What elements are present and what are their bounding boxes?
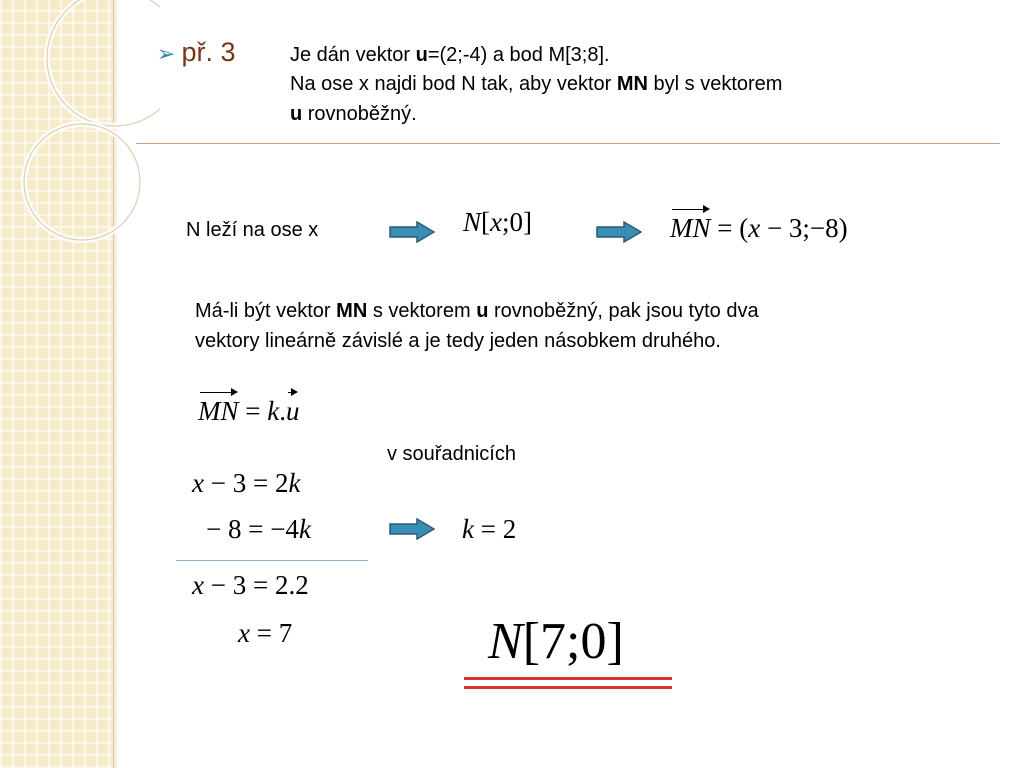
math-rest: − 3;−8) xyxy=(760,213,848,243)
answer-underline xyxy=(464,686,672,689)
math-x: x xyxy=(490,207,502,237)
explain-vector-mn: MN xyxy=(336,300,368,322)
title-divider xyxy=(136,143,1000,144)
task-vector-u: u xyxy=(415,44,428,66)
math-bracket: [ xyxy=(481,207,491,237)
explain-vector-u: u xyxy=(476,300,489,322)
right-arrow-icon xyxy=(596,221,642,243)
task-line-1 xyxy=(290,41,610,69)
vector-equation xyxy=(198,396,299,427)
point-n-expression xyxy=(463,207,532,238)
slide-title xyxy=(157,36,235,70)
equation-4 xyxy=(238,618,292,649)
task-text: =(2;-4) a bod M[3;8]. xyxy=(427,44,610,66)
task-text: Na ose x najdi bod N tak, aby vektor xyxy=(290,73,617,95)
math-rest: = 2 xyxy=(473,514,517,544)
math-k: k xyxy=(298,514,311,544)
math-rest: − 3 = 2 xyxy=(203,468,289,498)
math-n: N xyxy=(463,207,482,237)
math-vector-mn: MN xyxy=(670,213,711,243)
vector-mn-expression xyxy=(670,213,848,244)
math-vector-u: u xyxy=(285,396,300,426)
decorative-circles xyxy=(0,0,160,300)
task-line-2 xyxy=(290,70,782,98)
explain-text: Má-li být vektor xyxy=(195,300,337,322)
equation-2 xyxy=(206,514,311,545)
task-vector-u: u xyxy=(290,103,303,125)
math-eq: = xyxy=(238,396,268,426)
k-result xyxy=(462,514,516,545)
right-arrow-icon xyxy=(389,221,435,243)
math-x: x xyxy=(748,213,761,243)
right-arrow-icon xyxy=(389,518,435,540)
explain-line-2: vektory lineárně závislé a je tedy jeden násobkem druhého. xyxy=(195,330,721,352)
math-x: x xyxy=(192,468,204,498)
answer-n: N xyxy=(488,613,523,670)
equation-3 xyxy=(192,570,309,601)
math-eq: = ( xyxy=(710,213,749,243)
explain-line-1 xyxy=(195,297,759,325)
task-text: byl s vektorem xyxy=(647,73,783,95)
math-k: k xyxy=(267,396,280,426)
math-zero: ;0] xyxy=(502,207,532,237)
final-answer xyxy=(488,610,624,674)
coordinates-label: v souřadnicích xyxy=(387,443,516,465)
task-text: rovnoběžný. xyxy=(302,103,417,125)
math-k: k xyxy=(288,468,301,498)
equation-1 xyxy=(192,468,300,499)
step1-label: N leží na ose x xyxy=(186,219,319,241)
task-vector-mn: MN xyxy=(616,73,648,95)
task-text: Je dán vektor xyxy=(290,44,416,66)
math-k: k xyxy=(462,514,474,544)
math-rest: − 3 = 2.2 xyxy=(203,570,309,600)
math-dot: . xyxy=(279,396,286,426)
math-x: x xyxy=(238,618,250,648)
answer-coords: [7;0] xyxy=(522,613,624,670)
math-rest: = 7 xyxy=(249,618,293,648)
task-line-3 xyxy=(290,100,417,128)
math-x: x xyxy=(192,570,204,600)
answer-underline xyxy=(464,677,672,680)
math-vector-mn: MN xyxy=(198,396,239,426)
math-lhs: − 8 = −4 xyxy=(206,514,299,544)
explain-text: s vektorem xyxy=(367,300,477,322)
bullet-icon: ➢ xyxy=(157,41,176,66)
explain-text: rovnoběžný, pak jsou tyto dva xyxy=(488,300,759,322)
equation-divider xyxy=(176,560,368,561)
title-text: př. 3 xyxy=(181,37,236,67)
